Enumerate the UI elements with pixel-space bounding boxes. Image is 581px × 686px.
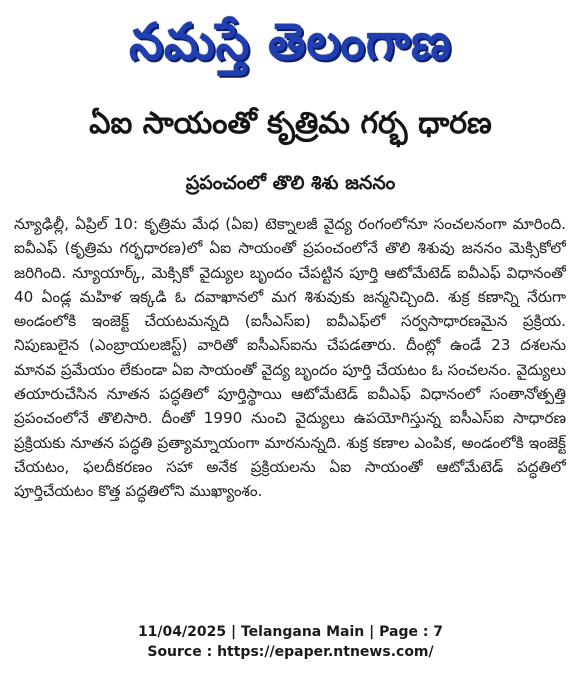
clipping-footer xyxy=(0,622,581,662)
masthead-logo-text: నమస్తే తెలంగాణ xyxy=(129,12,452,72)
article-subheadline: ప్రపంచంలో తొలి శిశు జననం xyxy=(185,172,396,194)
newspaper-masthead xyxy=(0,6,581,84)
article-body: న్యూఢిల్లీ, ఏప్రిల్ 10: కృత్రిమ మేధ (ఏఐ) టెక్నాలజీ వైద్య రంగంలోనూ సంచలనంగా మారింది. ఐవీఎఫ్ (కృత్రిమ గర్భధారణ)లో ఏఐ సాయంతో ప్రపంచంలోనే తొలి శిశువు జననం మెక్సికోలో జరిగింది. న్యూయార్క్, మెక్సికో వైద్యుల బృందం చేపట్టిన పూర్తి ఆటోమేటెడ్ ఐవీఎఫ్ విధానంతో 40 ఏండ్ల మహిళ ఇక్కడి ఓ దవాఖానలో మగ శిశువుకు జన్మనిచ్చింది. శుక్ర కణాన్ని నేరుగా అండంలోకి ఇంజెక్ట్ చేయటమన్నది (ఐసీఎస్ఐ) ఐవీఎఫ్‌లో సర్వసాధారణమైన ప్రక్రియ. నిపుణులైన (ఎంబ్రాయలజిస్ట్) వారితో ఐసీఎస్ఐను చేపడతారు. దీంట్లో ఉండే 23 దశలను మానవ ప్రమేయం లేకుండా ఏఐ సాయంతో వైద్య బృందం పూర్తి చేయటం ఓ సంచలనం. వైద్యులు తయారుచేసిన నూతన పద్ధతిలో పూర్తిస్థాయి ఆటోమేటెడ్ ఐవీఎఫ్ విధానంలో సంతానోత్పత్తి ప్రపంచంలోనే తొలిసారి. దీంతో 1990 నుంచి వైద్యులు ఉపయోగిస్తున్న ఐసీఎస్ఐ సాధారణ ప్రక్రియకు నూతన పద్ధతి ప్రత్యామ్నాయంగా మారనున్నది. శుక్ర కణాల ఎంపిక, అండంలోకి ఇంజెక్ట్ చేయటం, ఫలదీకరణం సహా అనేక ప్రక్రియలను ఏఐ సాయంతో ఆటోమేటెడ్ పద్ధతిలో పూర్తిచేయటం కొత్త పద్ధతిలోని ముఖ్యాంశం. xyxy=(14,215,566,501)
source-link[interactable]: Source : https://epaper.ntnews.com/ xyxy=(147,644,434,660)
article-headline: ఏఐ సాయంతో కృత్రిమ గర్భ ధారణ xyxy=(89,106,492,141)
edition-info: 11/04/2025 | Telangana Main | Page : 7 xyxy=(137,624,444,640)
